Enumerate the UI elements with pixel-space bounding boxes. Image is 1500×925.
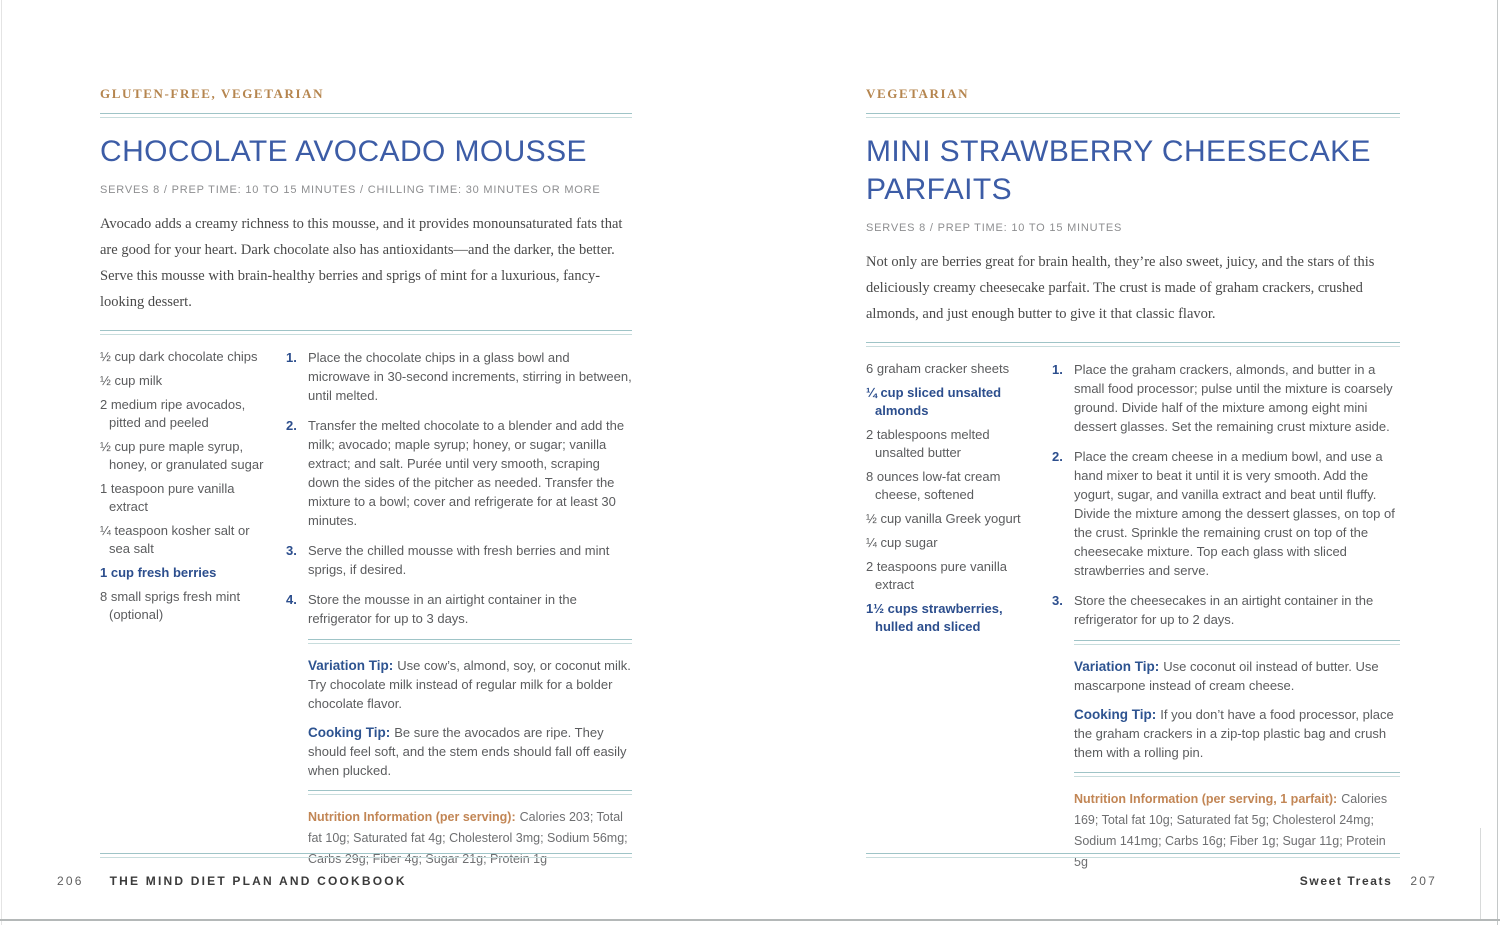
tip-text: Use coconut oil instead of butter. Use mascarpone instead of cream cheese.: [1074, 658, 1379, 693]
step-item: [1052, 447, 1400, 580]
step-item: [1052, 591, 1400, 629]
step-item: [1052, 360, 1400, 436]
ingredient-item: 6 graham cracker sheets: [866, 360, 1010, 376]
footer-left: [57, 874, 407, 888]
tips-section: [1074, 640, 1400, 873]
tip-text: Use cow’s, almond, soy, or coconut milk. Try chocolate milk instead of regular milk for a bolder chocolate flavor.: [308, 657, 631, 711]
step-item: [286, 416, 632, 530]
tip-label: Variation Tip:: [1074, 658, 1160, 674]
ingredient-item: ¼ cup sliced unsalted almonds: [866, 384, 1002, 418]
step-number: 1.: [286, 349, 297, 365]
step-number: 2.: [1052, 448, 1063, 464]
page-bottom-divider: [866, 853, 1400, 858]
step-text: Serve the chilled mousse with fresh berries and mint sprigs, if desired.: [308, 542, 610, 577]
ingredient-item: ¼ cup sugar: [866, 534, 938, 550]
tip-item: [1074, 657, 1400, 695]
ingredient-item: 8 small sprigs fresh mint (optional): [100, 588, 241, 622]
ingredient-item: 1 teaspoon pure vanilla extract: [100, 480, 235, 514]
step-number: 3.: [286, 542, 297, 558]
ingredient-item: ¼ teaspoon kosher salt or sea salt: [100, 522, 250, 556]
ingredient-item: ½ cup pure maple syrup, honey, or granulated sugar: [100, 438, 264, 472]
recipe-body: [866, 360, 1400, 886]
tip-text: Be sure the avocados are ripe. They should feel soft, and the stem ends should fall off easily when plucked.: [308, 724, 627, 778]
step-text: Store the cheesecakes in an airtight container in the refrigerator for up to 2 days.: [1074, 592, 1374, 627]
divider: [866, 342, 1400, 347]
divider: [308, 639, 632, 644]
recipe-intro: Not only are berries great for brain health, they’re also sweet, juicy, and the stars of this deliciously creamy cheesecake parfait. The crust is made of graham crackers, crushed almonds, and just enough butter to give it that classic flavor.: [866, 254, 1375, 322]
tip-label: Cooking Tip:: [308, 724, 391, 740]
step-text: Place the graham crackers, almonds, and butter in a small food processor; pulse until the mixture is coarsely ground. Divide half of the mixture among eight mini dessert glasses. Set the remaining crust mixture aside.: [1074, 361, 1393, 434]
tips-section: [308, 639, 632, 870]
ingredient-item: 2 tablespoons melted unsalted butter: [866, 426, 990, 460]
recipe-title: CHOCOLATE AVOCADO MOUSSE: [100, 135, 587, 168]
step-number: 1.: [1052, 361, 1063, 377]
step-number: 3.: [1052, 592, 1063, 608]
step-text: Place the cream cheese in a medium bowl, and use a hand mixer to beat it until it is very smooth. Add the yogurt, sugar, and vanilla extract and beat until fluffy. Divide the mixture among the dessert glasses, on top of the crust. Sprinkle the remaining crust on top of the cheesecake mixture. Top each glass with sliced strawberries and serve.: [1074, 448, 1395, 578]
step-item: [286, 348, 632, 405]
ingredient-item: ½ cup milk: [100, 372, 163, 388]
page-right: [866, 86, 1400, 885]
step-text: Transfer the melted chocolate to a blender and add the milk; avocado; maple syrup; honey, or sugar; vanilla extract; and salt. Purée until very smooth, scraping down the sides of the pitcher as needed. Transfer the mixture to a bowl; cover and refrigerate for at least 30 minutes.: [308, 417, 625, 528]
nutrition-info: [1074, 789, 1400, 873]
ingredient-item: 8 ounces low-fat cream cheese, softened: [866, 468, 1001, 502]
instructions-column: [286, 348, 632, 883]
step-number: 2.: [286, 417, 297, 433]
tip-item: [1074, 705, 1400, 762]
divider: [1074, 640, 1400, 645]
recipe-title: MINI STRAWBERRY CHEESECAKE PARFAITS: [866, 135, 1371, 206]
divider: [1074, 772, 1400, 777]
section-title: Sweet Treats: [1299, 874, 1393, 888]
step-item: [286, 541, 632, 579]
step-item: [286, 590, 632, 628]
page-edge-right: [1497, 0, 1498, 925]
step-text: Store the mousse in an airtight container in the refrigerator for up to 3 days.: [308, 591, 577, 626]
recipe-meta: SERVES 8 / PREP TIME: 10 TO 15 MINUTES: [866, 222, 1123, 234]
ingredient-item: ½ cup dark chocolate chips: [100, 348, 258, 364]
instructions-column: [1052, 360, 1400, 886]
nutrition-label: Nutrition Information (per serving):: [308, 809, 516, 824]
page-left: [100, 86, 632, 882]
divider: [100, 330, 632, 335]
book-title: THE MIND DIET PLAN AND COOKBOOK: [109, 874, 407, 888]
nutrition-label: Nutrition Information (per serving, 1 parfait):: [1074, 791, 1338, 806]
step-number: 4.: [286, 591, 297, 607]
page-edge-bottom: [0, 919, 1500, 921]
ingredient-item: 1 cup fresh berries: [100, 564, 217, 580]
page-edge-curl: [1480, 828, 1481, 919]
page-bottom-divider: [100, 853, 632, 858]
diet-tag: VEGETARIAN: [866, 86, 970, 101]
ingredient-item: 1½ cups strawberries, hulled and sliced: [866, 600, 1003, 634]
ingredients-list: [100, 348, 272, 630]
diet-tag: GLUTEN-FREE, VEGETARIAN: [100, 86, 325, 101]
tips-list: [308, 656, 632, 780]
ingredient-item: 2 medium ripe avocados, pitted and peeled: [100, 396, 246, 430]
footer-right: [1300, 874, 1437, 888]
tip-label: Cooking Tip:: [1074, 706, 1157, 722]
nutrition-info: [308, 807, 632, 870]
tip-item: [308, 656, 632, 713]
recipe-meta: SERVES 8 / PREP TIME: 10 TO 15 MINUTES / CHILLING TIME: 30 MINUTES OR MORE: [100, 184, 601, 196]
tips-list: [1074, 657, 1400, 762]
steps-list: [1052, 360, 1400, 629]
page-number: 206: [57, 874, 84, 888]
page-number: 207: [1410, 874, 1437, 888]
ingredient-item: 2 teaspoons pure vanilla extract: [866, 558, 1007, 592]
nutrition-text: Calories 203; Total fat 10g; Saturated fat 4g; Cholesterol 3mg; Sodium 56mg; Carbs 29g; Fiber 4g; Sugar 21g; Protein 1g: [308, 809, 628, 866]
nutrition-text: Calories 169; Total fat 10g; Saturated fat 5g; Cholesterol 24mg; Sodium 141mg; Carbs 16g; Fiber 1g; Sugar 11g; Protein 5g: [1074, 791, 1388, 869]
divider: [308, 790, 632, 795]
tip-label: Variation Tip:: [308, 657, 394, 673]
ingredients-list: [866, 360, 1038, 642]
step-text: Place the chocolate chips in a glass bowl and microwave in 30-second increments, stirring in between, until melted.: [308, 349, 632, 403]
ingredient-item: ½ cup vanilla Greek yogurt: [866, 510, 1021, 526]
recipe-body: [100, 348, 632, 883]
tip-text: If you don’t have a food processor, place the graham crackers in a zip-top plastic bag and crush them with a rolling pin.: [1074, 706, 1394, 760]
page-edge-left: [1, 0, 2, 925]
tip-item: [308, 723, 632, 780]
recipe-intro: Avocado adds a creamy richness to this mousse, and it provides monounsaturated fats that are good for your heart. Dark chocolate also has antioxidants—and the darker, the better. Serve this mousse with brain-healthy berries and sprigs of mint for a luxurious, fancy-looking dessert.: [100, 216, 623, 310]
steps-list: [286, 348, 632, 628]
divider: [866, 113, 1400, 118]
divider: [100, 113, 632, 118]
